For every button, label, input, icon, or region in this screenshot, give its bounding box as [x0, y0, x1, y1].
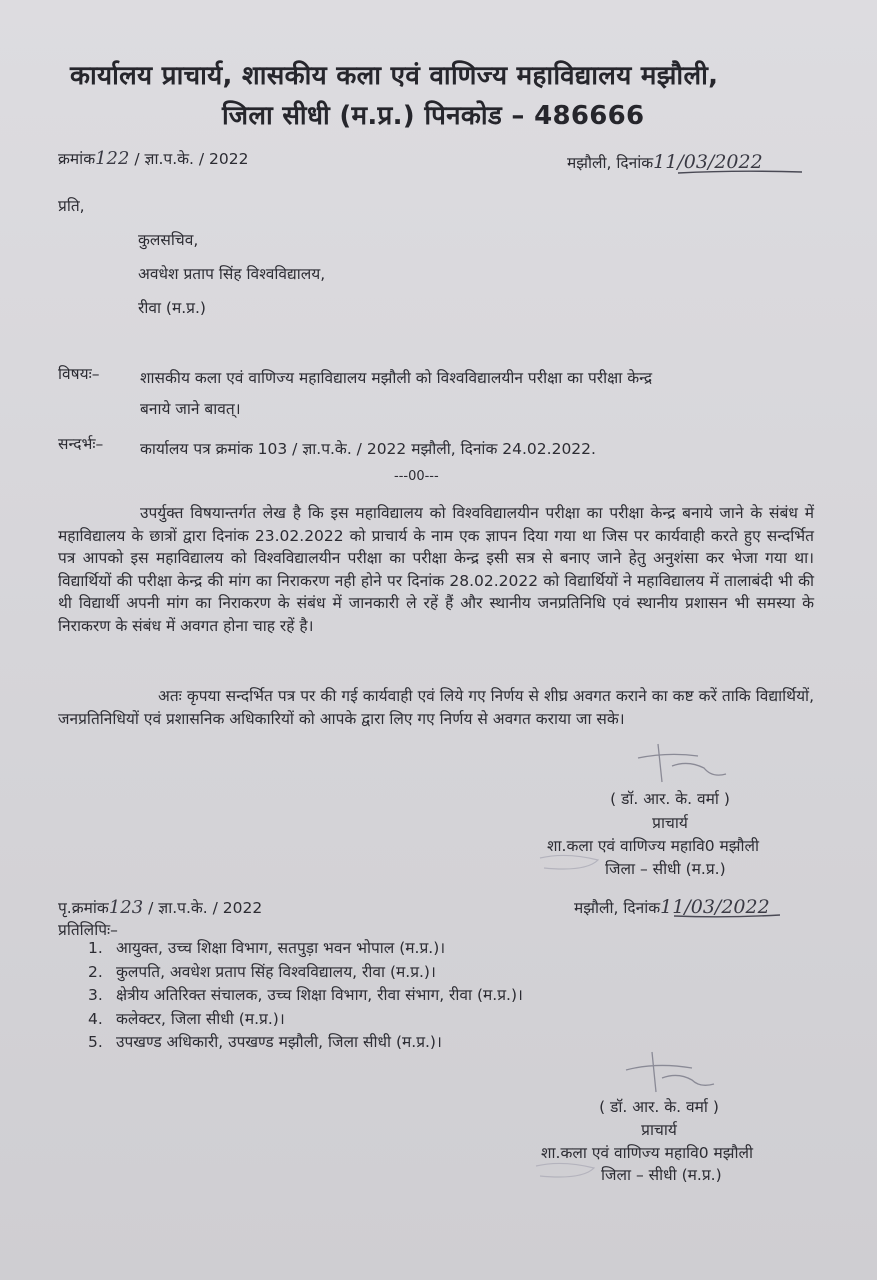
- ref-suffix: / ज्ञा.प.के. / 2022: [134, 150, 249, 168]
- copy-ref-suffix: / ज्ञा.प.के. / 2022: [148, 899, 263, 917]
- prati-label: प्रति,: [58, 197, 85, 215]
- subject-label: विषयः–: [58, 365, 100, 383]
- signatory-institution-1: शा.कला एवं वाणिज्य महावि0 मझौली: [547, 837, 760, 855]
- copy-to-list: [88, 936, 523, 1054]
- list-item: 4. कलेक्टर, जिला सीधी (म.प्र.)।: [88, 1009, 285, 1028]
- ref-number-handwritten: 122: [95, 148, 130, 169]
- signatory-district-1: जिला – सीधी (म.प्र.): [605, 860, 726, 878]
- body-paragraph-1-text: उपर्युक्त विषयान्तर्गत लेख है कि इस महाविद्यालय को विश्वविद्यालयीन परीक्षा का परीक्षा केन्द्र बनाये जाने के संबंध में महाविद्यालय के छात्रों द्वारा दिनांक 23.02.2022 को प्राचार्य के नाम एक ज्ञापन दिया गया था जिस पर कार्यवाही करते हुए सन्दर्भित पत्र आपको इस महाविद्यालय को विश्वविद्यालयीन परीक्षा का परीक्षा केन्द्र इसी सत्र से बनाए जाने हेतु अनुशंसा कर भेजा गया था। विद्यार्थियों की परीक्षा केन्द्र की मांग का निराकरण नही होने पर दिनांक 28.02.2022 को विद्यार्थियों ने महाविद्यालय में तालाबंदी भी की थी विद्यार्थी अपनी मांग का निराकरण के संबंध में जानकारी ले रहें हैं और स्थानीय जनप्रतिनिधि एवं स्थानीय प्रशासन भी समस्या के निराकरण के संबंध में अवगत होना चाह रहें है।: [58, 504, 814, 635]
- stamp-arc-2: [532, 1158, 602, 1182]
- body-paragraph-2-text: अतः कृपया सन्दर्भित पत्र पर की गई कार्यवाही एवं लिये गए निर्णय से शीघ्र अवगत कराने का कष्ट करें ताकि विद्यार्थियों, जनप्रतिनिधियों एवं प्रशासनिक अधिकारियों को आपके द्वारा लिए गए निर्णय से अवगत कराया जा सके।: [58, 687, 814, 728]
- divider: ---00---: [394, 469, 439, 484]
- list-item: 2. कुलपति, अवधेश प्रताप सिंह विश्वविद्यालय, रीवा (म.प्र.)।: [88, 962, 436, 981]
- copy-ref-number-handwritten: 123: [108, 897, 144, 918]
- signatory-designation-2: प्राचार्य: [641, 1121, 677, 1139]
- signatory-name-1: ( डॉ. आर. के. वर्मा ): [610, 790, 730, 808]
- body-paragraph-2: [58, 685, 814, 730]
- copy-date-label: मझौली, दिनांक: [574, 899, 661, 917]
- reference-number-line: [58, 147, 249, 169]
- signature-scribble-2: [612, 1048, 722, 1098]
- letterhead-line1: कार्यालय प्राचार्य, शासकीय कला एवं वाणिज्य महाविद्यालय मझौली,: [70, 61, 719, 91]
- stamp-arc-1: [536, 850, 606, 874]
- copy-to-label: प्रतिलिपिः–: [58, 921, 118, 939]
- date-underline: [676, 168, 806, 176]
- copy-reference-line: [58, 896, 262, 918]
- signature-scribble-1: [628, 738, 738, 788]
- copy-ref-prefix: पृ.क्रमांक: [58, 899, 109, 917]
- signatory-designation-1: प्राचार्य: [652, 814, 688, 832]
- ref-prefix: क्रमांक: [58, 150, 96, 168]
- reference-text: कार्यालय पत्र क्रमांक 103 / ज्ञा.प.के. / 2022 मझौली, दिनांक 24.02.2022.: [140, 440, 596, 458]
- addressee-line3: रीवा (म.प्र.): [138, 299, 206, 317]
- copy-date-handwritten: 11/03/2022: [660, 896, 770, 918]
- signatory-district-2: जिला – सीधी (म.प्र.): [601, 1166, 722, 1184]
- list-item: 1. आयुक्त, उच्च शिक्षा विभाग, सतपुड़ा भवन भोपाल (म.प्र.)।: [88, 939, 446, 957]
- reference-label: सन्दर्भः–: [58, 435, 104, 453]
- copy-date-underline: [672, 912, 784, 920]
- list-item: 3. क्षेत्रीय अतिरिक्त संचालक, उच्च शिक्षा विभाग, रीवा संभाग, रीवा (म.प्र.)।: [88, 986, 523, 1004]
- signatory-institution-2: शा.कला एवं वाणिज्य महावि0 मझौली: [541, 1144, 754, 1162]
- date-label: मझौली, दिनांक: [567, 154, 654, 172]
- subject-line2: बनाये जाने बावत्।: [140, 400, 241, 418]
- signatory-name-2: ( डॉ. आर. के. वर्मा ): [599, 1098, 719, 1116]
- addressee-line1: कुलसचिव,: [138, 231, 199, 249]
- addressee-line2: अवधेश प्रताप सिंह विश्वविद्यालय,: [138, 265, 326, 283]
- letterhead-line2: जिला सीधी (म.प्र.) पिनकोड – 486666: [222, 101, 645, 131]
- list-item: 5. उपखण्ड अधिकारी, उपखण्ड मझौली, जिला सीधी (म.प्र.)।: [88, 1033, 442, 1051]
- subject-line1: शासकीय कला एवं वाणिज्य महाविद्यालय मझौली को विश्वविद्यालयीन परीक्षा का परीक्षा केन्द्र: [140, 369, 653, 387]
- date-handwritten: 11/03/2022: [653, 151, 763, 173]
- body-paragraph-1: [58, 502, 814, 637]
